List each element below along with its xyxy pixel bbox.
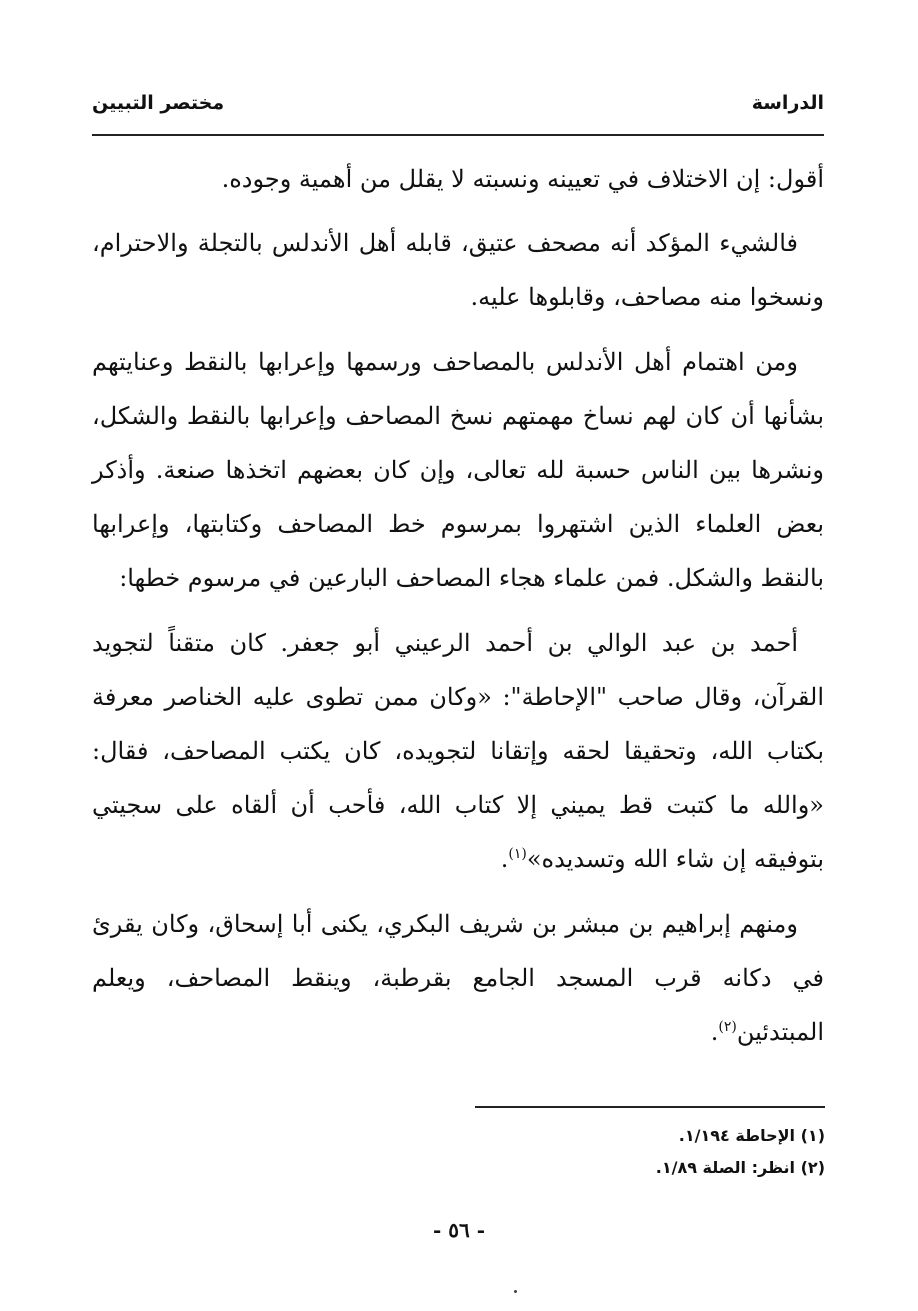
section-title: الدراسة [751,92,824,114]
paragraph-text: فالشيء المؤكد أنه مصحف عتيق، قابله أهل الأندلس بالتجلة والاحترام، ونسخوا منه مصاحف، وقابلوها عليه. [92,229,824,312]
paragraph [92,616,824,887]
paragraph-tail: . [500,845,509,874]
footnote: (١) الإحاطة ١/١٩٤. [678,1126,825,1145]
body-text [92,152,824,1069]
paragraph [92,216,824,324]
footnotes [265,1120,825,1184]
paragraph-text: ومن اهتمام أهل الأندلس بالمصاحف ورسمها وإعرابها بالنقط وعنايتهم بشأنها أن كان لهم نساخ مهمتهم نسخ المصاحف وإعرابها بالنقط والشكل، ونشرها بين الناس حسبة لله تعالى، وإن كان بعضهم اتخذها صنعة. وأذكر بعض العلماء الذين اشتهروا بمرسوم خط المصاحف وكتابتها، وإعرابها بالنقط والشكل. فمن علماء هجاء المصاحف البارعين في مرسوم خطها: [92,347,824,593]
paragraph [92,335,824,606]
book-title: مختصر التبيين [92,92,225,114]
page-number: - ٥٦ - [432,1218,485,1242]
paragraph-text: ومنهم إبراهيم بن مبشر بن شريف البكري، يكنى أبا إسحاق، وكان يقرئ في دكانه قرب المسجد الجامع بقرطبة، وينقط المصاحف، ويعلم المبتدئين [92,909,824,1047]
paragraph [92,897,824,1060]
header-divider [92,134,824,136]
footnote: (٢) انظر: الصلة ١/٨٩. [655,1158,825,1177]
paragraph-tail: . [710,1018,719,1047]
footnote-marker: (١) [508,846,527,863]
paragraph [92,152,824,206]
paragraph-text: أحمد بن عبد الوالي بن أحمد الرعيني أبو جعفر. كان متقناً لتجويد القرآن، وقال صاحب "الإحاطة": «وكان ممن تطوى عليه الخناصر معرفة بكتاب الله، وتحقيقا لحقه وإتقانا لتجويده، كان يكتب المصاحف، فقال: «والله ما كتبت قط يميني إلا كتاب الله، فأحب أن ألقاه على سجيتي بتوفيقه إن شاء الله وتسديده» [92,628,824,874]
paragraph-text: أقول: إن الاختلاف في تعيينه ونسبته لا يقلل من أهمية وجوده. [221,165,824,193]
print-speck [514,1290,517,1293]
footnote-marker: (٢) [718,1019,737,1036]
footnote-divider [475,1106,825,1108]
running-header [92,88,824,128]
